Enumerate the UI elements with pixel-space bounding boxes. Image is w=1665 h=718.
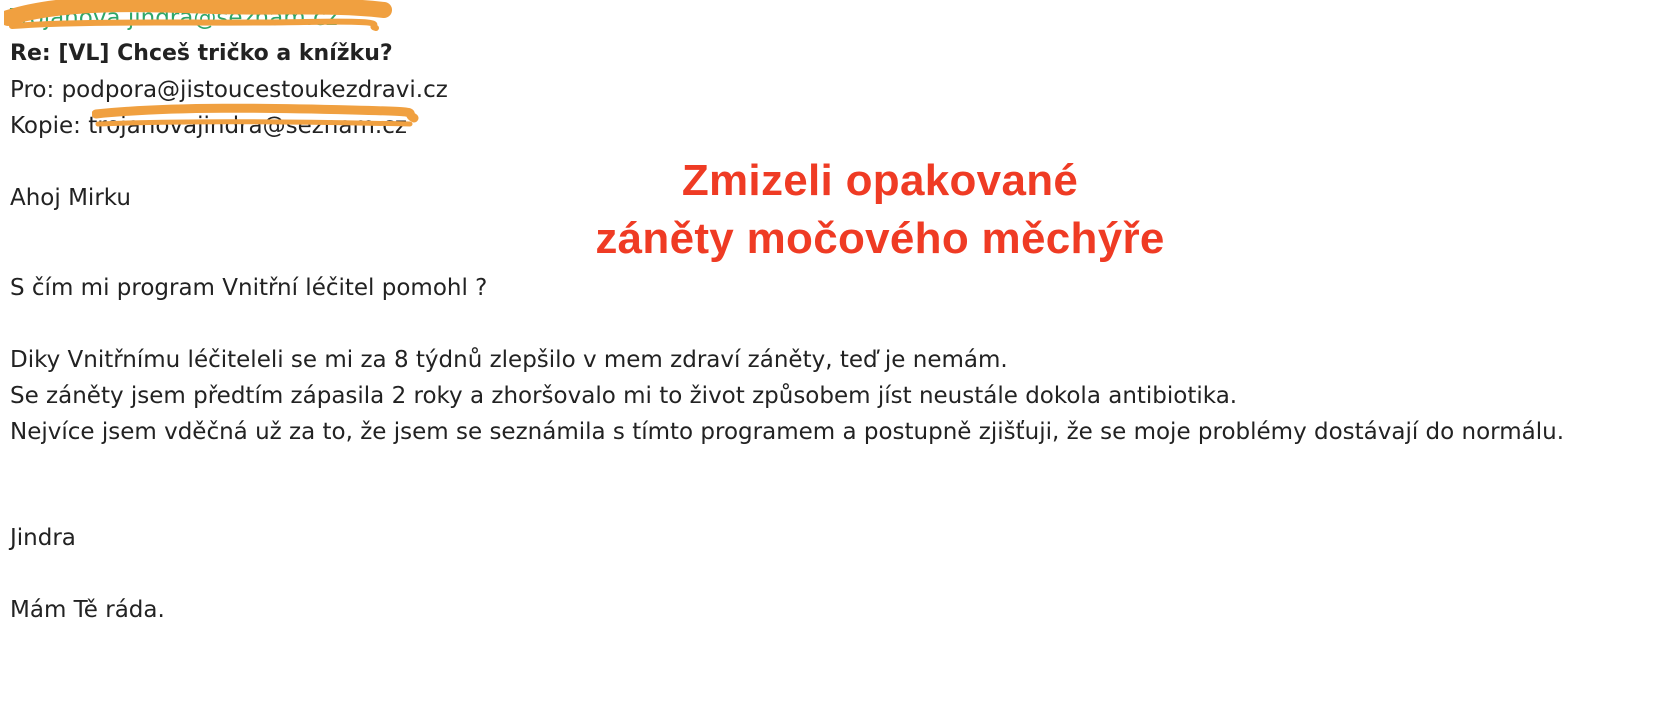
body-paragraph-3: Nejvíce jsem vděčná už za to, že jsem se seznámila s tímto programem a postupně zjišťuji, že se moje problémy dostávají do normálu. [10, 419, 1565, 445]
body-paragraph-1: Diky Vnitřnímu léčiteleli se mi za 8 týdnů zlepšilo v mem zdraví záněty, teď je nemám. [10, 347, 1008, 373]
greeting: Ahoj Mirku [10, 185, 131, 211]
body-question: S čím mi program Vnitřní léčitel pomohl ? [10, 275, 488, 301]
body-paragraph-2: Se záněty jsem předtím zápasila 2 roky a zhoršovalo mi to život způsobem jíst neustále dokola antibiotika. [10, 383, 1238, 409]
from-address[interactable]: Trojanova.jindra@seznam.cz [10, 5, 338, 31]
email-subject: Re: [VL] Chceš tričko a knížku? [10, 41, 393, 66]
closing: Mám Tě ráda. [10, 597, 165, 623]
email-message [10, 0, 1650, 628]
testimonial-headline [520, 152, 1240, 268]
to-label: Pro: [10, 77, 55, 103]
from-line [10, 0, 1650, 36]
cc-address[interactable]: trojanovajindra@seznam.cz [88, 113, 407, 139]
signature: Jindra [10, 525, 76, 551]
headline-line-1: Zmizeli opakované [681, 156, 1079, 205]
headline-line-2: záněty močového měchýře [595, 214, 1165, 263]
to-line [10, 72, 1650, 108]
cc-label: Kopie: [10, 113, 81, 139]
to-address[interactable]: podpora@jistoucestoukezdravi.cz [61, 77, 448, 103]
cc-line [10, 108, 1650, 144]
